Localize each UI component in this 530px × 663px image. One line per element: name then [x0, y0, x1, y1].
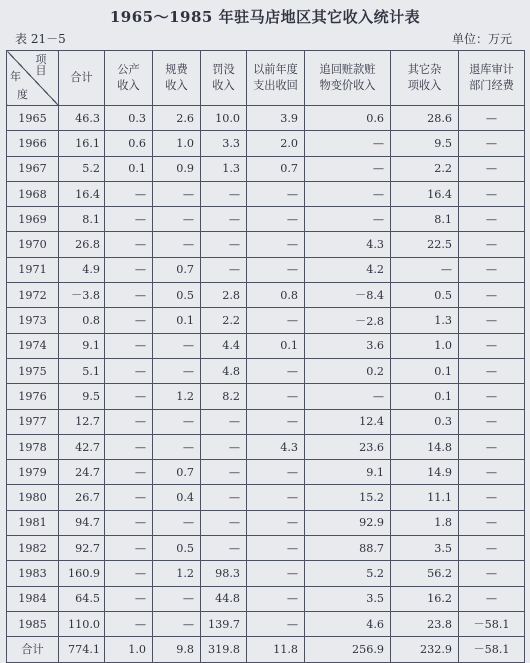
value-cell: －3.8 [59, 283, 105, 308]
value-cell: — [105, 257, 153, 282]
value-cell: — [247, 308, 305, 333]
unit-label: 单位：万元 [451, 32, 512, 46]
value-cell: 1.2 [153, 561, 201, 586]
value-cell: 26.7 [59, 485, 105, 510]
value-cell: — [153, 181, 201, 206]
year-cell: 1985 [7, 611, 59, 636]
value-cell: 16.4 [391, 181, 459, 206]
value-cell: — [459, 384, 525, 409]
value-cell: 0.8 [59, 308, 105, 333]
value-cell: 9.5 [59, 384, 105, 409]
value-cell: — [105, 283, 153, 308]
value-cell: 0.7 [153, 460, 201, 485]
value-cell: — [105, 536, 153, 561]
value-cell: — [201, 434, 247, 459]
value-cell: — [459, 561, 525, 586]
value-cell: 14.9 [391, 460, 459, 485]
value-cell: — [247, 358, 305, 383]
value-cell: — [105, 207, 153, 232]
table-row [7, 257, 525, 282]
value-cell: — [201, 232, 247, 257]
value-cell: — [247, 207, 305, 232]
value-cell: 0.1 [153, 308, 201, 333]
value-cell: — [459, 308, 525, 333]
value-cell: 1.8 [391, 510, 459, 535]
value-cell: — [105, 586, 153, 611]
value-cell: 4.3 [305, 232, 391, 257]
value-cell: 4.4 [201, 333, 247, 358]
value-cell: — [247, 510, 305, 535]
value-cell: 9.1 [305, 460, 391, 485]
value-cell: 8.1 [59, 207, 105, 232]
value-cell: — [105, 358, 153, 383]
value-cell: — [201, 257, 247, 282]
corner-year-label: 年 [10, 70, 21, 83]
value-cell: 15.2 [305, 485, 391, 510]
value-cell: 3.9 [247, 106, 305, 131]
column-header [391, 51, 459, 106]
value-cell: 94.7 [59, 510, 105, 535]
value-cell: — [105, 409, 153, 434]
value-cell: — [105, 181, 153, 206]
year-cell: 1984 [7, 586, 59, 611]
value-cell: — [247, 384, 305, 409]
value-cell: 16.1 [59, 131, 105, 156]
value-cell: －58.1 [459, 637, 525, 662]
table-row [7, 131, 525, 156]
value-cell: — [247, 460, 305, 485]
table-row [7, 434, 525, 459]
value-cell: — [459, 358, 525, 383]
value-cell: — [305, 181, 391, 206]
value-cell: 64.5 [59, 586, 105, 611]
value-cell: 1.0 [105, 637, 153, 662]
column-header [459, 51, 525, 106]
value-cell: 3.5 [305, 586, 391, 611]
value-cell: — [247, 485, 305, 510]
table-row [7, 181, 525, 206]
value-cell: 92.9 [305, 510, 391, 535]
column-header-line: 物变价收入 [319, 79, 376, 92]
value-cell: 88.7 [305, 536, 391, 561]
value-cell: 0.5 [153, 283, 201, 308]
value-cell: 2.8 [201, 283, 247, 308]
column-header-line: 退库审计 [469, 63, 514, 76]
value-cell: — [105, 485, 153, 510]
year-cell: 1982 [7, 536, 59, 561]
year-cell: 1981 [7, 510, 59, 535]
year-cell: 1969 [7, 207, 59, 232]
table-row [7, 207, 525, 232]
year-cell: 1974 [7, 333, 59, 358]
value-cell: — [247, 561, 305, 586]
year-cell: 1971 [7, 257, 59, 282]
value-cell: — [459, 106, 525, 131]
value-cell: 4.8 [201, 358, 247, 383]
value-cell: — [459, 460, 525, 485]
value-cell: — [105, 611, 153, 636]
value-cell: — [459, 156, 525, 181]
column-header-line: 其它杂 [407, 63, 442, 76]
value-cell: — [459, 485, 525, 510]
value-cell: — [105, 460, 153, 485]
value-cell: — [201, 409, 247, 434]
value-cell: 774.1 [59, 637, 105, 662]
value-cell: 0.1 [391, 384, 459, 409]
value-cell: 0.3 [105, 106, 153, 131]
value-cell: — [153, 358, 201, 383]
value-cell: 1.0 [391, 333, 459, 358]
value-cell: — [247, 409, 305, 434]
value-cell: — [153, 586, 201, 611]
value-cell: －58.1 [459, 611, 525, 636]
corner-item-label [28, 54, 54, 76]
column-header-line: 收入 [117, 79, 140, 92]
value-cell: — [459, 207, 525, 232]
value-cell: 3.5 [391, 536, 459, 561]
value-cell: — [201, 460, 247, 485]
value-cell: 1.2 [153, 384, 201, 409]
value-cell: 11.1 [391, 485, 459, 510]
value-cell: — [459, 536, 525, 561]
column-header [105, 51, 153, 106]
year-cell: 1980 [7, 485, 59, 510]
year-cell: 1979 [7, 460, 59, 485]
total-row [7, 637, 525, 662]
table-row [7, 510, 525, 535]
value-cell: 0.8 [247, 283, 305, 308]
value-cell: 2.2 [201, 308, 247, 333]
value-cell: — [105, 333, 153, 358]
year-cell: 1966 [7, 131, 59, 156]
value-cell: — [247, 232, 305, 257]
value-cell: — [391, 257, 459, 282]
value-cell: 0.5 [153, 536, 201, 561]
value-cell: — [105, 561, 153, 586]
value-cell: 12.4 [305, 409, 391, 434]
value-cell: 2.2 [391, 156, 459, 181]
table-row [7, 561, 525, 586]
table-row [7, 384, 525, 409]
value-cell: 22.5 [391, 232, 459, 257]
value-cell: 9.8 [153, 637, 201, 662]
column-header [305, 51, 391, 106]
year-cell: 1978 [7, 434, 59, 459]
table-row [7, 156, 525, 181]
year-cell: 1967 [7, 156, 59, 181]
value-cell: 0.1 [391, 358, 459, 383]
value-cell: — [459, 181, 525, 206]
value-cell: — [153, 611, 201, 636]
value-cell: 0.1 [105, 156, 153, 181]
value-cell: 0.6 [305, 106, 391, 131]
column-header-line: 罚没 [212, 63, 235, 76]
value-cell: — [153, 510, 201, 535]
column-header-line: 合计 [70, 71, 93, 84]
value-cell: — [201, 485, 247, 510]
value-cell: 256.9 [305, 637, 391, 662]
value-cell: 5.1 [59, 358, 105, 383]
column-header [247, 51, 305, 106]
table-row [7, 308, 525, 333]
value-cell: 1.3 [391, 308, 459, 333]
value-cell: — [153, 434, 201, 459]
value-cell: 16.2 [391, 586, 459, 611]
value-cell: 3.6 [305, 333, 391, 358]
table-row [7, 485, 525, 510]
value-cell: — [201, 207, 247, 232]
column-header-line: 收入 [212, 79, 235, 92]
value-cell: 26.8 [59, 232, 105, 257]
value-cell: — [105, 434, 153, 459]
value-cell: — [247, 611, 305, 636]
value-cell: 2.6 [153, 106, 201, 131]
column-header-line: 收入 [165, 79, 188, 92]
column-header [59, 51, 105, 106]
table-row [7, 536, 525, 561]
value-cell: 0.5 [391, 283, 459, 308]
value-cell: 5.2 [305, 561, 391, 586]
value-cell: — [153, 409, 201, 434]
value-cell: — [459, 586, 525, 611]
value-cell: — [247, 586, 305, 611]
column-header-line: 追回赃款赃 [319, 63, 376, 76]
value-cell: — [201, 536, 247, 561]
column-header-line: 部门经费 [469, 79, 514, 92]
table-row [7, 358, 525, 383]
value-cell: 24.7 [59, 460, 105, 485]
year-cell: 1983 [7, 561, 59, 586]
value-cell: — [305, 207, 391, 232]
value-cell: 56.2 [391, 561, 459, 586]
value-cell: 3.3 [201, 131, 247, 156]
value-cell: 10.0 [201, 106, 247, 131]
value-cell: 11.8 [247, 637, 305, 662]
value-cell: 92.7 [59, 536, 105, 561]
corner-header-cell [7, 51, 59, 106]
table-row [7, 409, 525, 434]
value-cell: — [247, 536, 305, 561]
value-cell: 5.2 [59, 156, 105, 181]
column-header-line: 规费 [165, 63, 188, 76]
table-row [7, 460, 525, 485]
value-cell: — [153, 207, 201, 232]
table-row [7, 283, 525, 308]
corner-item-char-2: 目 [35, 64, 47, 77]
value-cell: 0.3 [391, 409, 459, 434]
value-cell: 0.7 [153, 257, 201, 282]
value-cell: －8.4 [305, 283, 391, 308]
column-header [201, 51, 247, 106]
year-cell: 1972 [7, 283, 59, 308]
value-cell: 42.7 [59, 434, 105, 459]
table-number: 表 21－5 [15, 32, 66, 46]
value-cell: 110.0 [59, 611, 105, 636]
value-cell: 160.9 [59, 561, 105, 586]
column-header [153, 51, 201, 106]
value-cell: — [105, 384, 153, 409]
year-cell: 1968 [7, 181, 59, 206]
column-header-line: 公产 [117, 63, 140, 76]
value-cell: 0.1 [247, 333, 305, 358]
value-cell: 0.9 [153, 156, 201, 181]
table-row [7, 232, 525, 257]
year-cell: 1976 [7, 384, 59, 409]
value-cell: — [105, 308, 153, 333]
table-body [7, 106, 525, 663]
value-cell: 4.2 [305, 257, 391, 282]
value-cell: — [305, 131, 391, 156]
value-cell: — [201, 510, 247, 535]
column-header-line: 项收入 [407, 79, 442, 92]
value-cell: 28.6 [391, 106, 459, 131]
value-cell: — [105, 510, 153, 535]
table-title: 1965～1985 年驻马店地区其它收入统计表 [109, 8, 421, 26]
value-cell: — [305, 156, 391, 181]
year-cell: 合计 [7, 637, 59, 662]
value-cell: 2.0 [247, 131, 305, 156]
table-row [7, 333, 525, 358]
table-row [7, 586, 525, 611]
value-cell: 232.9 [391, 637, 459, 662]
corner-item-char-1: 项 [35, 53, 47, 66]
year-cell: 1970 [7, 232, 59, 257]
table-row [7, 106, 525, 131]
value-cell: 0.2 [305, 358, 391, 383]
year-cell: 1973 [7, 308, 59, 333]
value-cell: 14.8 [391, 434, 459, 459]
value-cell: 4.3 [247, 434, 305, 459]
value-cell: — [459, 257, 525, 282]
value-cell: — [459, 333, 525, 358]
column-header-line: 以前年度 [253, 63, 298, 76]
value-cell: 8.1 [391, 207, 459, 232]
value-cell: 9.1 [59, 333, 105, 358]
value-cell: — [153, 333, 201, 358]
value-cell: 46.3 [59, 106, 105, 131]
value-cell: 8.2 [201, 384, 247, 409]
year-cell: 1975 [7, 358, 59, 383]
income-statistics-table [6, 50, 525, 663]
value-cell: 4.6 [305, 611, 391, 636]
value-cell: 16.4 [59, 181, 105, 206]
value-cell: — [459, 510, 525, 535]
value-cell: 9.5 [391, 131, 459, 156]
year-cell: 1977 [7, 409, 59, 434]
value-cell: 0.7 [247, 156, 305, 181]
value-cell: 1.0 [153, 131, 201, 156]
header-row [7, 51, 525, 106]
value-cell: — [459, 409, 525, 434]
value-cell: 0.4 [153, 485, 201, 510]
value-cell: 98.3 [201, 561, 247, 586]
value-cell: －2.8 [305, 308, 391, 333]
value-cell: — [247, 181, 305, 206]
value-cell: — [153, 232, 201, 257]
value-cell: 139.7 [201, 611, 247, 636]
column-header-line: 支出收回 [253, 79, 298, 92]
value-cell: — [459, 283, 525, 308]
value-cell: — [305, 384, 391, 409]
value-cell: 23.8 [391, 611, 459, 636]
value-cell: 12.7 [59, 409, 105, 434]
corner-du-label: 度 [17, 88, 28, 101]
value-cell: 1.3 [201, 156, 247, 181]
value-cell: 23.6 [305, 434, 391, 459]
value-cell: 0.6 [105, 131, 153, 156]
value-cell: — [105, 232, 153, 257]
value-cell: — [459, 131, 525, 156]
value-cell: — [201, 181, 247, 206]
value-cell: 319.8 [201, 637, 247, 662]
table-row [7, 611, 525, 636]
value-cell: — [247, 257, 305, 282]
value-cell: — [459, 434, 525, 459]
value-cell: 4.9 [59, 257, 105, 282]
year-cell: 1965 [7, 106, 59, 131]
value-cell: 44.8 [201, 586, 247, 611]
value-cell: — [459, 232, 525, 257]
